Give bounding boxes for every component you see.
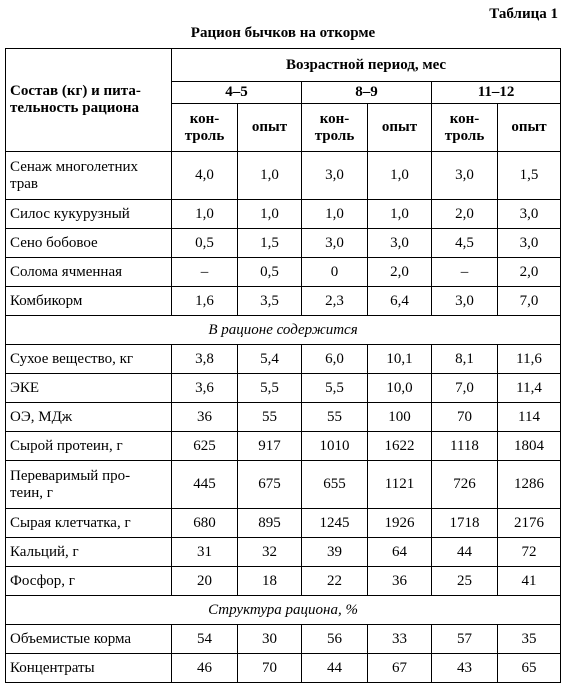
table-cell: 2,0 (432, 200, 498, 229)
table-cell: 3,0 (432, 152, 498, 200)
table-cell: 625 (172, 432, 238, 461)
row-label: ОЭ, МДж (6, 403, 172, 432)
table-cell: 36 (368, 567, 432, 596)
section-heading: Структура рациона, % (6, 596, 561, 625)
table-cell: – (432, 258, 498, 287)
row-label: Силос кукурузный (6, 200, 172, 229)
table-cell: 5,5 (238, 374, 302, 403)
table-cell: 3,0 (432, 287, 498, 316)
table-row (6, 625, 561, 654)
table-cell: – (172, 258, 238, 287)
table-number: Таблица 1 (489, 6, 558, 22)
table-cell: 18 (238, 567, 302, 596)
row-label: Фосфор, г (6, 567, 172, 596)
diet-table (5, 48, 561, 683)
table-cell: 33 (368, 625, 432, 654)
table-cell: 6,4 (368, 287, 432, 316)
table-row (6, 538, 561, 567)
table-cell: 2,0 (368, 258, 432, 287)
section-row (6, 596, 561, 625)
table-cell: 1,5 (238, 229, 302, 258)
table-cell: 1118 (432, 432, 498, 461)
table-cell: 1121 (368, 461, 432, 509)
table-cell: 5,5 (302, 374, 368, 403)
table-cell: 30 (238, 625, 302, 654)
table-body (6, 152, 561, 683)
table-cell: 3,0 (368, 229, 432, 258)
trial-header: опыт (238, 104, 302, 152)
row-label: Сырой протеин, г (6, 432, 172, 461)
section-heading: В рационе содержится (6, 316, 561, 345)
table-caption: Рацион бычков на откорме (190, 25, 376, 41)
period-header: 8–9 (302, 82, 432, 104)
table-row (6, 200, 561, 229)
table-cell: 1,6 (172, 287, 238, 316)
table-cell: 44 (432, 538, 498, 567)
table-cell: 895 (238, 509, 302, 538)
table-cell: 2,3 (302, 287, 368, 316)
table-cell: 1718 (432, 509, 498, 538)
table-cell: 445 (172, 461, 238, 509)
table-cell: 1,0 (302, 200, 368, 229)
table-cell: 3,0 (302, 229, 368, 258)
table-cell: 6,0 (302, 345, 368, 374)
table-header (6, 49, 561, 152)
table-cell: 65 (498, 654, 561, 683)
table-row (6, 403, 561, 432)
table-row (6, 152, 561, 200)
table-cell: 3,6 (172, 374, 238, 403)
table-cell: 57 (432, 625, 498, 654)
table-cell: 1010 (302, 432, 368, 461)
row-label: ЭКЕ (6, 374, 172, 403)
row-label: Кальций, г (6, 538, 172, 567)
table-cell: 1804 (498, 432, 561, 461)
table-cell: 54 (172, 625, 238, 654)
table-cell: 32 (238, 538, 302, 567)
table-cell: 10,0 (368, 374, 432, 403)
table-cell: 22 (302, 567, 368, 596)
table-cell: 3,0 (498, 229, 561, 258)
period-header: 4–5 (172, 82, 302, 104)
table-cell: 25 (432, 567, 498, 596)
row-label: Переваримый про- теин, г (6, 461, 172, 509)
table-cell: 55 (302, 403, 368, 432)
table-cell: 2,0 (498, 258, 561, 287)
table-row (6, 345, 561, 374)
table-cell: 41 (498, 567, 561, 596)
table-row (6, 509, 561, 538)
row-label: Солома ячменная (6, 258, 172, 287)
row-label: Концентраты (6, 654, 172, 683)
table-cell: 11,4 (498, 374, 561, 403)
section-row (6, 316, 561, 345)
table-cell: 1,0 (238, 152, 302, 200)
table-cell: 2176 (498, 509, 561, 538)
table-row (6, 654, 561, 683)
table-row (6, 567, 561, 596)
table-cell: 11,6 (498, 345, 561, 374)
table-row (6, 461, 561, 509)
row-label: Сено бобовое (6, 229, 172, 258)
table-cell: 3,0 (302, 152, 368, 200)
table-cell: 7,0 (432, 374, 498, 403)
table-cell: 3,5 (238, 287, 302, 316)
table-cell: 55 (238, 403, 302, 432)
table-cell: 39 (302, 538, 368, 567)
table-cell: 1286 (498, 461, 561, 509)
table-row (6, 287, 561, 316)
stub-header: Состав (кг) и пита- тельность рациона (6, 49, 172, 152)
period-header: 11–12 (432, 82, 561, 104)
table-cell: 1245 (302, 509, 368, 538)
table-cell: 3,8 (172, 345, 238, 374)
trial-header: опыт (498, 104, 561, 152)
table-cell: 67 (368, 654, 432, 683)
table-cell: 1622 (368, 432, 432, 461)
table-cell: 4,0 (172, 152, 238, 200)
table-cell: 0,5 (238, 258, 302, 287)
table-cell: 10,1 (368, 345, 432, 374)
table-cell: 680 (172, 509, 238, 538)
table-cell: 43 (432, 654, 498, 683)
table-cell: 1,5 (498, 152, 561, 200)
table-cell: 100 (368, 403, 432, 432)
table-cell: 20 (172, 567, 238, 596)
table-row (6, 258, 561, 287)
table-cell: 70 (238, 654, 302, 683)
trial-header: опыт (368, 104, 432, 152)
table-cell: 655 (302, 461, 368, 509)
table-cell: 114 (498, 403, 561, 432)
table-cell: 675 (238, 461, 302, 509)
table-cell: 70 (432, 403, 498, 432)
table-cell: 46 (172, 654, 238, 683)
table-cell: 4,5 (432, 229, 498, 258)
table-row (6, 374, 561, 403)
table-cell: 1,0 (172, 200, 238, 229)
table-cell: 917 (238, 432, 302, 461)
table-cell: 1,0 (368, 152, 432, 200)
table-cell: 1926 (368, 509, 432, 538)
table-cell: 72 (498, 538, 561, 567)
row-label: Комбикорм (6, 287, 172, 316)
table-row (6, 432, 561, 461)
table-cell: 5,4 (238, 345, 302, 374)
table-cell: 36 (172, 403, 238, 432)
control-header: кон- троль (302, 104, 368, 152)
table-cell: 1,0 (368, 200, 432, 229)
table-cell: 56 (302, 625, 368, 654)
table-cell: 44 (302, 654, 368, 683)
table-cell: 35 (498, 625, 561, 654)
table-cell: 31 (172, 538, 238, 567)
table-cell: 0,5 (172, 229, 238, 258)
table-cell: 64 (368, 538, 432, 567)
table-cell: 8,1 (432, 345, 498, 374)
table-cell: 1,0 (238, 200, 302, 229)
row-label: Сухое вещество, кг (6, 345, 172, 374)
table-cell: 3,0 (498, 200, 561, 229)
table-row (6, 229, 561, 258)
control-header: кон- троль (172, 104, 238, 152)
row-label: Объемистые корма (6, 625, 172, 654)
age-period-header: Возрастной период, мес (172, 49, 561, 82)
table-cell: 726 (432, 461, 498, 509)
row-label: Сырая клетчатка, г (6, 509, 172, 538)
table-cell: 0 (302, 258, 368, 287)
control-header: кон- троль (432, 104, 498, 152)
table-cell: 7,0 (498, 287, 561, 316)
row-label: Сенаж многолетних трав (6, 152, 172, 200)
